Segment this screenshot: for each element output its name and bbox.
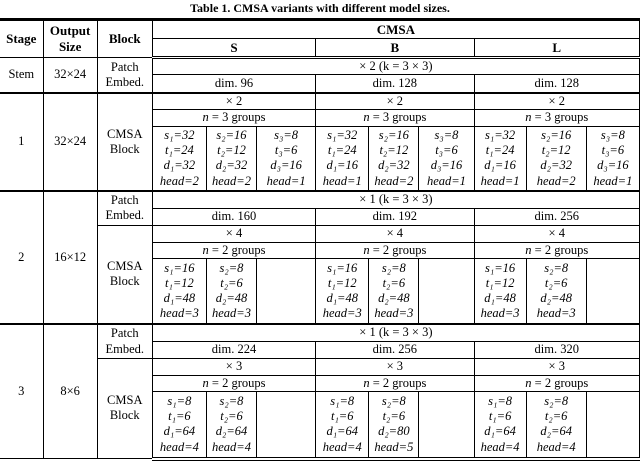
config-line: head=2	[159, 173, 199, 188]
stage1-config-s-g3	[257, 126, 316, 191]
stem-dim-b: dim. 128	[316, 75, 474, 93]
config-line: head=3	[536, 306, 576, 321]
stage1-block-label: CMSA Block	[97, 93, 152, 191]
config-line: head=3	[480, 306, 520, 321]
config-line: s₃=8	[274, 127, 299, 142]
stage1-config-l-g1	[474, 126, 526, 191]
config-line: d₁=64	[484, 424, 516, 439]
stage1-config-b-g2	[369, 126, 419, 191]
stage2-config-b-g1	[316, 258, 369, 324]
stage3-stage-label: 3	[0, 324, 43, 458]
config-line: d₁=16	[326, 158, 358, 173]
config-line: s₁=8	[330, 393, 355, 408]
config-line: s₂=8	[381, 260, 406, 275]
config-line: head=3	[159, 306, 199, 321]
config-line: t₂=6	[220, 275, 243, 290]
stage1-groups-l: n = 3 groups	[474, 110, 639, 126]
config-line: t₁=12	[327, 275, 357, 290]
stage3-groups-l: n = 2 groups	[474, 375, 639, 391]
config-line: t₂=12	[217, 143, 246, 157]
stage2-config-s-empty	[257, 258, 316, 324]
stage2-dim-s: dim. 160	[152, 208, 315, 225]
config-line: d₂=64	[540, 424, 572, 439]
stage2-config-b-g2	[369, 258, 419, 324]
stage2-dim-b: dim. 192	[316, 208, 474, 225]
stage3-dim-b: dim. 256	[316, 341, 474, 358]
stage3-repeat-b: × 3	[316, 358, 474, 375]
config-line: d₂=64	[215, 424, 248, 439]
stage2-config-b-empty	[419, 258, 474, 324]
stage1-config-s-g1	[152, 126, 206, 191]
stage1-config-s-g2	[206, 126, 256, 191]
header-cmsa: CMSA	[152, 20, 639, 39]
config-line: head=4	[159, 439, 199, 454]
config-line: head=4	[536, 439, 576, 454]
config-line: s₁=32	[484, 127, 516, 142]
config-line: t₂=6	[220, 409, 243, 423]
stage2-cmsa-block-label: CMSA Block	[97, 225, 152, 324]
config-line: head=1	[266, 173, 306, 188]
config-line: s₁=8	[167, 393, 192, 408]
config-line: t₁=6	[488, 409, 512, 423]
config-line: d₂=32	[540, 158, 572, 173]
config-line: s₂=8	[219, 260, 244, 275]
config-line: t₁=24	[485, 143, 515, 157]
config-line: s₂=8	[219, 393, 244, 408]
table-caption: Table 1. CMSA variants with different model sizes.	[190, 1, 450, 15]
config-line: d₂=48	[540, 291, 572, 305]
stage1-config-b-g3	[419, 126, 474, 191]
config-line: head=1	[426, 173, 466, 188]
stage2-dim-l: dim. 256	[474, 208, 639, 225]
stage3-config-b-g2	[369, 392, 419, 459]
stage3-config-b-g1	[316, 392, 369, 459]
config-line: s₁=32	[327, 127, 358, 142]
config-line: s₁=32	[164, 127, 195, 142]
stage2-patch-block-label: Patch Embed.	[97, 191, 152, 225]
stage3-patch-repeat: × 1 (k = 3 × 3)	[152, 324, 639, 341]
stage2-groups-s: n = 2 groups	[152, 242, 315, 258]
config-line: d₁=48	[484, 291, 516, 305]
config-line: s₁=8	[488, 393, 513, 408]
stage3-config-s-empty	[257, 392, 316, 459]
stage1-config-l-g3	[586, 126, 639, 191]
stage1-groups-b: n = 3 groups	[316, 110, 474, 126]
config-line: head=4	[322, 439, 362, 454]
config-line: head=2	[212, 173, 251, 188]
config-line: t₁=12	[165, 275, 194, 290]
config-line: head=1	[593, 173, 633, 188]
header-variant-l: L	[474, 39, 639, 58]
config-line: t₃=6	[601, 143, 625, 157]
config-line: d₃=16	[270, 158, 302, 173]
stage1-config-b-g1	[316, 126, 369, 191]
stage2-stage-label: 2	[0, 191, 43, 324]
config-line: s₂=8	[544, 393, 569, 408]
stage3-config-s-g1	[152, 392, 206, 459]
stage3-cmsa-block-label: CMSA Block	[97, 358, 152, 458]
config-line: t₁=6	[330, 409, 354, 423]
config-line: d₁=64	[326, 424, 358, 439]
config-line: s₃=8	[434, 127, 459, 142]
config-line: t₂=6	[382, 275, 406, 290]
stem-stage-label: Stem	[0, 58, 43, 93]
config-line: d₁=16	[484, 158, 516, 173]
config-line: t₃=6	[435, 143, 458, 157]
header-output-size: Output Size	[43, 20, 97, 58]
config-line: head=1	[480, 173, 520, 188]
config-line: s₃=8	[600, 127, 625, 142]
stage2-groups-b: n = 2 groups	[316, 242, 474, 258]
stage3-groups-s: n = 2 groups	[152, 375, 315, 391]
stage3-repeat-l: × 3	[474, 358, 639, 375]
stage2-config-l-g2	[526, 258, 586, 324]
stage2-repeat-s: × 4	[152, 225, 315, 242]
config-line: head=2	[536, 173, 576, 188]
config-line: d₁=32	[163, 158, 196, 173]
header-variant-s: S	[152, 39, 315, 58]
config-line: d₂=80	[378, 424, 410, 439]
config-line: t₂=12	[379, 143, 409, 157]
config-line: head=1	[322, 173, 362, 188]
stem-patch-repeat: × 2 (k = 3 × 3)	[152, 58, 639, 75]
config-line: t₃=6	[274, 143, 298, 157]
stage2-output-size: 16×12	[43, 191, 97, 324]
config-line: t₂=6	[544, 275, 568, 290]
stage1-repeat-b: × 2	[316, 93, 474, 110]
config-line: head=5	[374, 439, 414, 454]
stage3-output-size: 8×6	[43, 324, 97, 458]
config-line: d₂=48	[378, 291, 410, 305]
stage1-groups-s: n = 3 groups	[152, 110, 315, 126]
config-line: s₂=16	[216, 127, 247, 142]
stage2-config-s-g1	[152, 258, 206, 324]
stage3-repeat-s: × 3	[152, 358, 315, 375]
config-line: s₁=16	[164, 260, 195, 275]
stage3-dim-s: dim. 224	[152, 341, 315, 358]
config-line: d₃=16	[597, 158, 629, 173]
stage3-config-l-g2	[526, 392, 586, 459]
stage1-repeat-s: × 2	[152, 93, 315, 110]
stage2-config-l-g1	[474, 258, 526, 324]
stage3-config-b-empty	[419, 392, 474, 459]
stage2-config-l-empty	[586, 258, 639, 324]
stage2-groups-l: n = 2 groups	[474, 242, 639, 258]
stage3-config-s-g2	[206, 392, 256, 459]
config-line: t₂=6	[382, 409, 406, 423]
cmsa-variants-table	[0, 18, 640, 461]
config-line: t₁=24	[327, 143, 357, 157]
config-line: d₁=48	[163, 291, 196, 305]
config-line: head=3	[374, 306, 414, 321]
config-line: d₂=48	[215, 291, 248, 305]
header-variant-b: B	[316, 39, 474, 58]
config-line: s₂=8	[381, 393, 406, 408]
stage3-groups-b: n = 2 groups	[316, 375, 474, 391]
config-line: s₂=16	[378, 127, 409, 142]
stage2-config-s-g2	[206, 258, 256, 324]
stage3-dim-l: dim. 320	[474, 341, 639, 358]
stem-output-size: 32×24	[43, 58, 97, 93]
config-line: t₂=6	[544, 409, 568, 423]
config-line: d₁=48	[326, 291, 358, 305]
stage3-patch-block-label: Patch Embed.	[97, 324, 152, 358]
header-stage: Stage	[0, 20, 43, 58]
stage1-config-l-g2	[526, 126, 586, 191]
config-line: t₁=6	[168, 409, 191, 423]
config-line: s₂=16	[541, 127, 572, 142]
stage1-repeat-l: × 2	[474, 93, 639, 110]
stage1-output-size: 32×24	[43, 93, 97, 191]
stage2-patch-repeat: × 1 (k = 3 × 3)	[152, 191, 639, 208]
stage2-repeat-l: × 4	[474, 225, 639, 242]
config-line: head=4	[212, 439, 251, 454]
stem-block-label: Patch Embed.	[97, 58, 152, 93]
config-line: head=3	[212, 306, 251, 321]
stage3-config-l-g1	[474, 392, 526, 459]
config-line: s₂=8	[544, 260, 569, 275]
config-line: t₂=12	[541, 143, 571, 157]
config-line: head=4	[480, 439, 520, 454]
config-line: d₃=16	[430, 158, 463, 173]
config-line: d₂=32	[215, 158, 248, 173]
stem-dim-l: dim. 128	[474, 75, 639, 93]
config-line: d₂=32	[378, 158, 410, 173]
config-line: head=3	[322, 306, 362, 321]
config-line: t₁=12	[485, 275, 515, 290]
config-line: s₁=16	[327, 260, 358, 275]
config-line: d₁=64	[163, 424, 196, 439]
stage1-stage-label: 1	[0, 93, 43, 191]
config-line: head=2	[374, 173, 414, 188]
config-line: t₁=24	[165, 143, 194, 157]
stage2-repeat-b: × 4	[316, 225, 474, 242]
config-line: s₁=16	[484, 260, 516, 275]
stem-dim-s: dim. 96	[152, 75, 315, 93]
header-block: Block	[97, 20, 152, 58]
stage3-config-l-empty	[586, 392, 639, 459]
